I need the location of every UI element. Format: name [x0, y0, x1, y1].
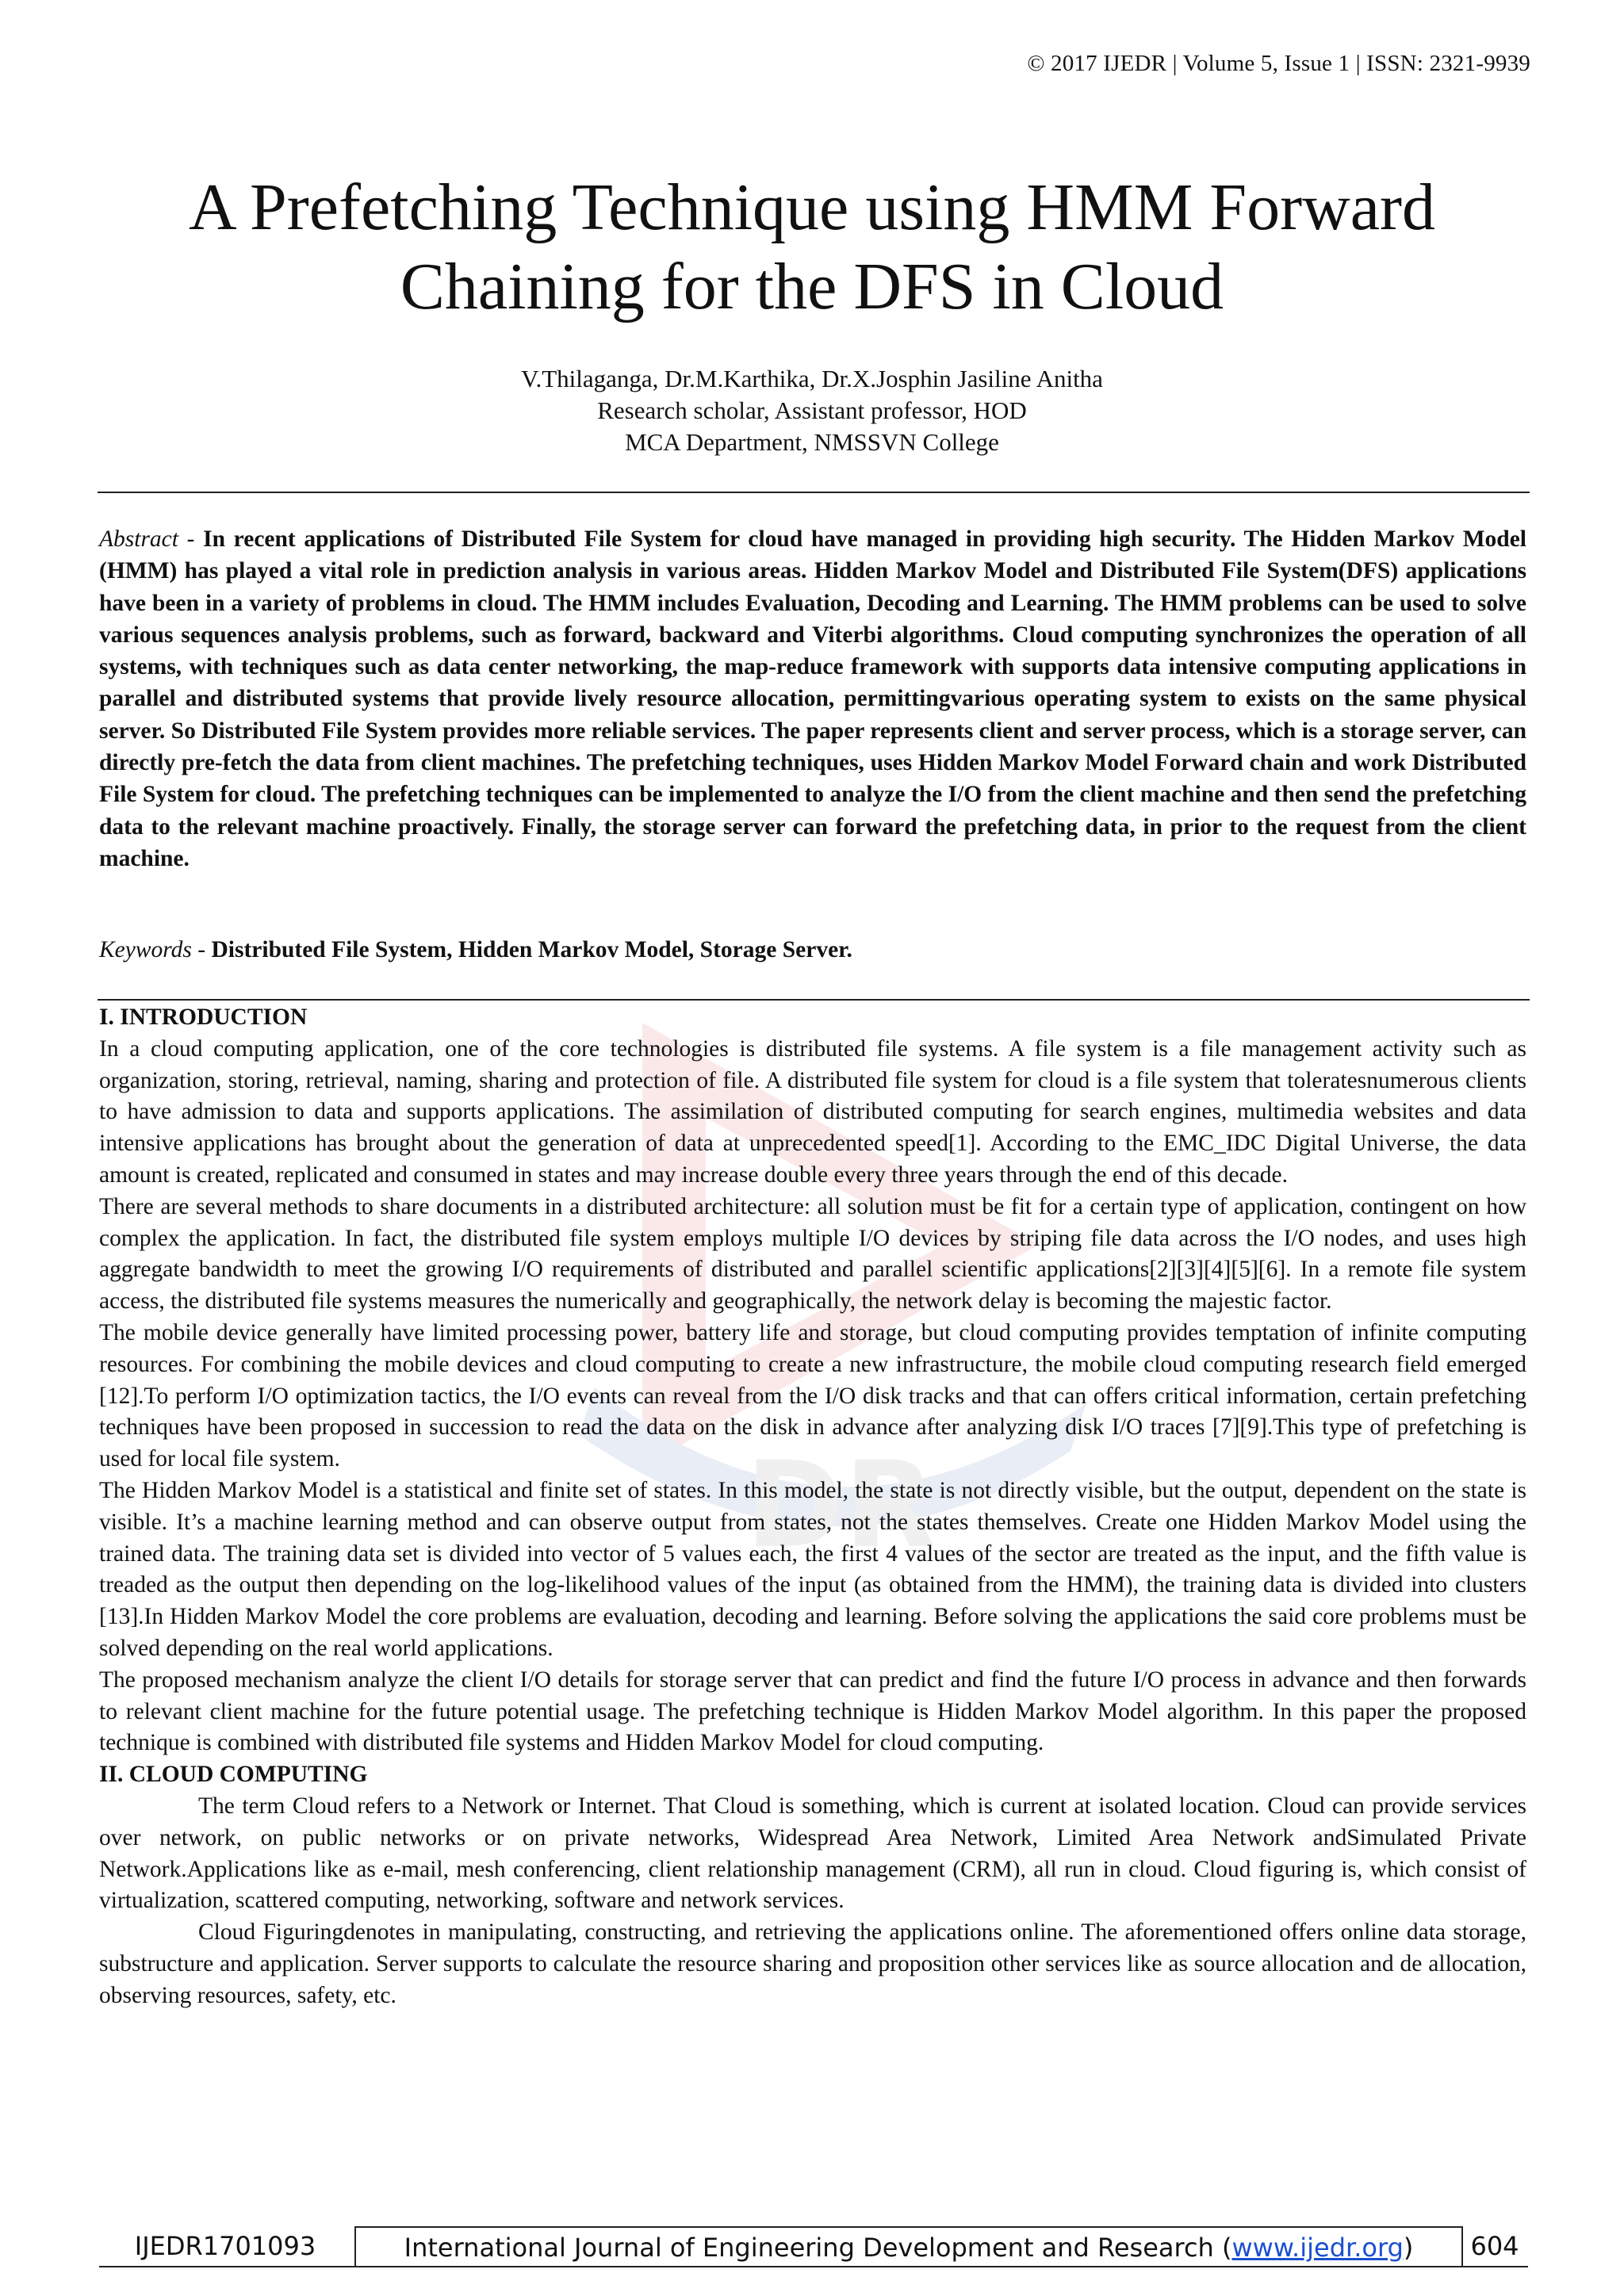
svg-text:DR: DR	[745, 1437, 936, 1575]
footer-journal-suffix: )	[1403, 2233, 1414, 2263]
author-roles: Research scholar, Assistant professor, HOD	[597, 396, 1027, 424]
footer-journal-prefix: International Journal of Engineering Development and Research (	[404, 2233, 1232, 2263]
author-block	[0, 363, 1624, 458]
section-heading-cloud-computing: II. CLOUD COMPUTING	[99, 1762, 368, 1788]
section-divider	[98, 999, 1530, 1001]
cloud-paragraph-1: The term Cloud refers to a Network or Internet. That Cloud is something, which is current at isolated location. Cloud can provide services over network, on public networks or on private networks, Widespread Area Network, Limited Area Network andSimulated Private Network.Applications like as e-mail, mesh conferencing, client relationship management (CRM), all run in cloud. Cloud figuring is, which consist of virtualization, scattered computing, networking, software and network services.	[99, 1793, 1526, 1914]
footer-baseline	[99, 2266, 1528, 2267]
keywords	[99, 934, 1526, 966]
keywords-text: Distributed File System, Hidden Markov Model, Storage Server.	[211, 937, 852, 962]
intro-paragraph-3: The mobile device generally have limited processing power, battery life and storage, but cloud computing provides temptation of infinite computing resources. For combining the mobile devices and cloud computing to create a new infrastructure, the mobile cloud computing research field emerged [12].To perform I/O optimization tactics, the I/O events can reveal from the I/O disk tracks and that can offers critical information, certain prefetching techniques have been proposed in succession to read the data on the disk in advance after analyzing disk I/O traces [7][9].This type of prefetching is used for local file system.	[99, 1319, 1526, 1472]
paper-title	[0, 168, 1624, 327]
page-footer	[99, 2226, 1528, 2266]
intro-paragraph-4: The Hidden Markov Model is a statistical and finite set of states. In this model, the state is not directly visible, but the output, dependent on the state is visible. It’s a machine learning method and can observe output from states, not the states themselves. Create one Hidden Markov Model using the trained data. The training data set is divided into vector of 5 values each, the first 4 values of the sector are treated as the input, and the fifth value is treaded as the output then depending on the log-likelihood values of the input (as obtained from the HMM), the training data is divided into clusters [13].In Hidden Markov Model the core problems are evaluation, decoding and learning. Before solving the applications the said core problems must be solved depending on the real world applications.	[99, 1477, 1526, 1661]
intro-paragraph-1: In a cloud computing application, one of the core technologies is distributed file systems. A file system is a file management activity such as organization, storing, retrieval, naming, sharing and protection of file. A distributed file system for cloud is a file system that toleratesnumerous clients to have admission to data and supports applications. The assimilation of distributed computing for search engines, multimedia websites and data intensive applications has brought about the generation of data at unprecedented speed[1]. According to the EMC_IDC Digital Universe, the data amount is created, replicated and consumed in states and may increase double every three years through the end of this decade.	[99, 1035, 1526, 1188]
footer-page-number: 604	[1470, 2231, 1519, 2261]
journal-website-link[interactable]: www.ijedr.org	[1231, 2233, 1404, 2263]
abstract-label: Abstract -	[99, 526, 195, 552]
section-heading-introduction: I. INTRODUCTION	[99, 1004, 308, 1030]
body-text	[99, 1002, 1526, 2012]
journal-citation: © 2017 IJEDR | Volume 5, Issue 1 | ISSN: 2321-9939	[1027, 51, 1530, 76]
footer-journal-name	[354, 2226, 1463, 2267]
keywords-label: Keywords -	[99, 937, 206, 962]
title-line-1: A Prefetching Technique using HMM Forward	[188, 170, 1435, 244]
footer-paper-id: IJEDR1701093	[134, 2231, 316, 2261]
author-names: V.Thilaganga, Dr.M.Karthika, Dr.X.Josphin Jasiline Anitha	[521, 365, 1103, 392]
abstract-text: In recent applications of Distributed File System for cloud have managed in providing high security. The Hidden Markov Model (HMM) has played a vital role in prediction analysis in various areas. Hidden Markov Model and Distributed File System(DFS) applications have been in a variety of problems in cloud. The HMM includes Evaluation, Decoding and Learning. The HMM problems can be used to solve various sequences analysis problems, such as forward, backward and Viterbi algorithms. Cloud computing synchronizes the operation of all systems, with techniques such as data center networking, the map-reduce framework with supports data intensive computing applications in parallel and distributed systems that provide lively resource allocation, permittingvarious operating system to exists on the same physical server. So Distributed File System provides more reliable services. The paper represents client and server process, which is a storage server, can directly pre-fetch the data from client machines. The prefetching techniques, uses Hidden Markov Model Forward chain and work Distributed File System for cloud. The prefetching techniques can be implemented to analyze the I/O from the client machine and then send the prefetching data to the relevant machine proactively. Finally, the storage server can forward the prefetching data, in prior to the request from the client machine.	[99, 526, 1526, 871]
intro-paragraph-2: There are several methods to share documents in a distributed architecture: all solution must be fit for a certain type of application, contingent on how complex the application. In fact, the distributed file system employs multiple I/O devices by striping file data across the I/O nodes, and uses high aggregate bandwidth to meet the growing I/O requirements of distributed and parallel scientific applications[2][3][4][5][6]. In a remote file system access, the distributed file systems measures the numerically and geographically, the network delay is becoming the majestic factor.	[99, 1193, 1526, 1314]
top-divider	[98, 492, 1530, 493]
intro-paragraph-5: The proposed mechanism analyze the client I/O details for storage server that can predict and find the future I/O process in advance and then forwards to relevant client machine for the future potential usage. The prefetching technique is Hidden Markov Model algorithm. In this paper the proposed technique is combined with distributed file systems and Hidden Markov Model for cloud computing.	[99, 1667, 1526, 1756]
author-affiliation: MCA Department, NMSSVN College	[625, 428, 999, 456]
abstract	[99, 523, 1526, 874]
cloud-paragraph-2: Cloud Figuringdenotes in manipulating, constructing, and retrieving the applications online. The aforementioned offers online data storage, substructure and application. Server supports to calculate the resource sharing and proposition other services like as source allocation and de allocation, observing resources, safety, etc.	[99, 1919, 1526, 2008]
title-line-2: Chaining for the DFS in Cloud	[400, 250, 1224, 323]
